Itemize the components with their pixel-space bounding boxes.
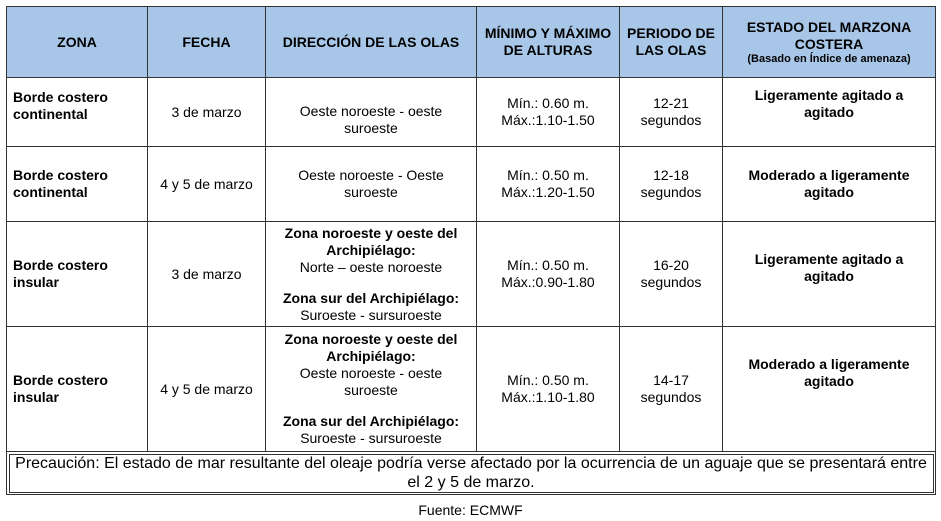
header-alturas: MÍNIMO Y MÁXIMO DE ALTURAS — [477, 7, 620, 78]
header-periodo: PERIODO DE LAS OLAS — [620, 7, 723, 78]
table-header-row — [7, 7, 936, 78]
cell-alturas — [477, 78, 620, 147]
direccion-zone-text-1: Norte – oeste noroeste — [299, 258, 443, 275]
periodo-unit: segundos — [640, 274, 702, 290]
periodo-unit: segundos — [640, 389, 702, 405]
header-estado — [723, 7, 936, 78]
estado-text: Moderado a ligeramente agitado — [748, 356, 910, 389]
header-direccion: DIRECCIÓN DE LAS OLAS — [266, 7, 477, 78]
table-row — [7, 78, 936, 147]
cell-periodo — [620, 78, 723, 147]
cell-zona: Borde costero continental — [7, 147, 148, 222]
altura-max: Máx.:1.10-1.50 — [501, 112, 595, 128]
cell-direccion — [266, 78, 477, 147]
cell-alturas — [477, 327, 620, 452]
direccion-spacer — [272, 276, 470, 290]
table-row — [7, 147, 936, 222]
altura-max: Máx.:0.90-1.80 — [501, 274, 595, 290]
altura-min: Mín.: 0.50 m. — [507, 167, 589, 183]
cell-direccion — [266, 327, 477, 452]
periodo-unit: segundos — [640, 112, 702, 128]
direccion-zone-text-2: Suroeste - sursuroeste — [300, 430, 442, 446]
direccion-zone-text-1: Oeste noroeste - oeste suroeste — [299, 365, 443, 398]
direccion-zone-title-2: Zona sur del Archipiélago: — [282, 413, 460, 429]
zona-text: Borde costero continental — [13, 89, 108, 122]
cell-fecha: 3 de marzo — [148, 78, 266, 147]
header-estado-title: ESTADO DEL MARZONA COSTERA — [746, 18, 912, 52]
cell-fecha: 4 y 5 de marzo — [148, 327, 266, 452]
direccion-zone-title-2: Zona sur del Archipiélago: — [282, 289, 460, 306]
wave-forecast-table — [6, 6, 936, 495]
cell-zona — [7, 78, 148, 147]
source-caption: Fuente: ECMWF — [418, 502, 523, 518]
cell-estado: Moderado a ligeramente agitado — [723, 147, 936, 222]
cell-estado — [723, 327, 936, 452]
periodo-range: 12-18 — [653, 167, 689, 183]
estado-text: Ligeramente agitado a agitado — [754, 87, 904, 120]
altura-min: Mín.: 0.60 m. — [507, 95, 589, 111]
periodo-unit: segundos — [640, 184, 702, 200]
cell-direccion: Oeste noroeste - Oeste suroeste — [266, 147, 477, 222]
cell-zona: Borde costero insular — [7, 222, 148, 327]
cell-alturas — [477, 147, 620, 222]
cell-periodo — [620, 147, 723, 222]
cell-periodo — [620, 222, 723, 327]
table-note-row — [7, 452, 936, 495]
direccion-text: Oeste noroeste - oeste suroeste — [299, 103, 443, 136]
table-row — [7, 327, 936, 452]
estado-text: Ligeramente agitado a agitado — [754, 251, 904, 284]
table-row — [7, 222, 936, 327]
cell-alturas — [477, 222, 620, 327]
altura-max: Máx.:1.10-1.80 — [501, 389, 595, 405]
direccion-spacer — [272, 399, 470, 413]
cell-estado — [723, 222, 936, 327]
precaution-note: Precaución: El estado de mar resultante del oleaje podría verse afectado por la ocurrencia de un aguaje que se presentará entre el 2 y 5 de marzo. — [7, 452, 936, 495]
periodo-range: 16-20 — [653, 257, 689, 273]
cell-direccion — [266, 222, 477, 327]
direccion-zone-title-1: Zona noroeste y oeste del Archipiélago: — [284, 224, 458, 258]
periodo-range: 12-21 — [653, 95, 689, 111]
header-estado-subtitle: (Basado en Índice de amenaza) — [747, 52, 911, 65]
header-fecha: FECHA — [148, 7, 266, 78]
cell-zona: Borde costero insular — [7, 327, 148, 452]
altura-min: Mín.: 0.50 m. — [507, 372, 589, 388]
altura-max: Máx.:1.20-1.50 — [501, 184, 595, 200]
header-zona: ZONA — [7, 7, 148, 78]
forecast-table-wrapper — [6, 6, 935, 495]
direccion-zone-title-1: Zona noroeste y oeste del Archipiélago: — [284, 331, 458, 364]
cell-fecha: 4 y 5 de marzo — [148, 147, 266, 222]
direccion-zone-text-2: Suroeste - sursuroeste — [300, 306, 442, 323]
cell-estado — [723, 78, 936, 147]
periodo-range: 14-17 — [653, 372, 689, 388]
cell-periodo — [620, 327, 723, 452]
altura-min: Mín.: 0.50 m. — [507, 257, 589, 273]
cell-fecha: 3 de marzo — [148, 222, 266, 327]
